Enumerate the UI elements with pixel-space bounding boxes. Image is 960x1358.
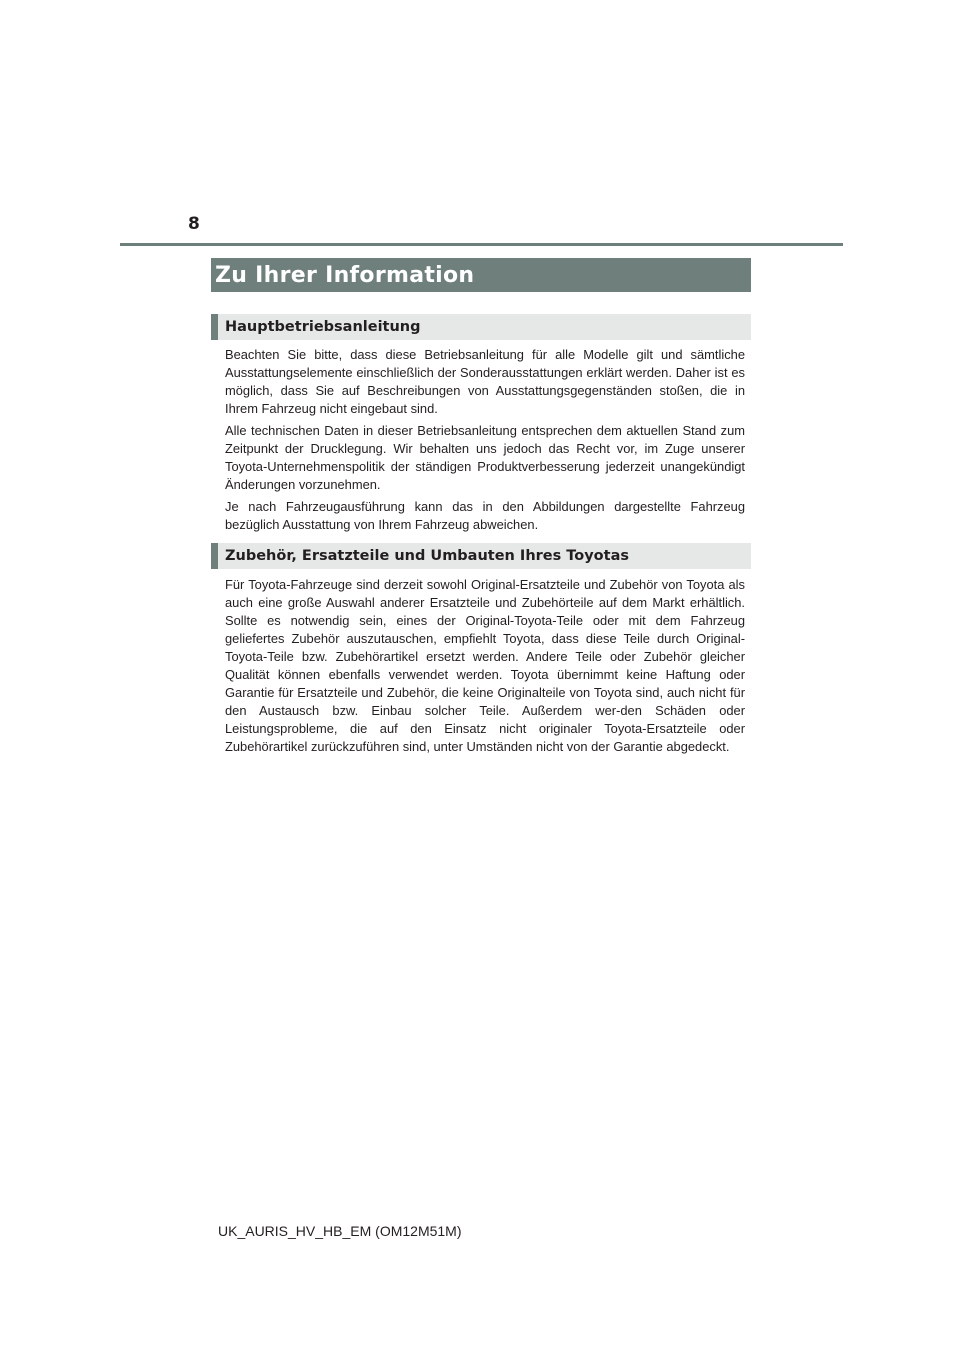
- section-heading-main-manual: [211, 314, 751, 340]
- paragraph: Je nach Fahrzeugausführung kann das in den Abbildungen dargestellte Fahrzeug bezüglich Ausstattung von Ihrem Fahrzeug abweichen.: [225, 499, 745, 532]
- section-heading-label: Zubehör, Ersatzteile und Umbauten Ihres Toyotas: [225, 548, 629, 564]
- paragraph: Für Toyota-Fahrzeuge sind derzeit sowohl Original-Ersatzteile und Zubehör von Toyota als auch eine große Auswahl anderer Ersatzteile und Zubehörteile auf dem Markt erhältlich. Sollte es notwendig sein, eines der Original-Toyota-Teile oder mit dem Fahrzeug geliefertes Zubehör auszutauschen, empfiehlt Toyota, dass diese Teile durch Original-Toyota-Teile bzw. Zubehörartikel ersetzt werden. Andere Teile oder Zubehör gleicher Qualität können ebenfalls verwendet werden. Toyota übernimmt keine Haftung oder Garantie für Ersatzteile und Zubehör, die keine Originalteile von Toyota sind, auch nicht für den Austausch bzw. Einbau solcher Teile. Außerdem wer-den Schäden oder Leistungsprobleme, die auf den Einsatz nicht originaler Toyota-Ersatzteile oder Zubehörartikel zurückzuführen sind, unter Umständen nicht von der Garantie abgedeckt.: [225, 577, 745, 754]
- paragraph: Alle technischen Daten in dieser Betriebsanleitung entsprechen dem aktuellen Stand zum Zeitpunkt der Drucklegung. Wir behalten uns jedoch das Recht vor, im Zuge unserer Toyota-Unternehmenspolitik der ständigen Produktverbesserung jederzeit unangekündigt Änderungen vorzunehmen.: [225, 423, 745, 492]
- paragraph: Beachten Sie bitte, dass diese Betriebsanleitung für alle Modelle gilt und sämtliche Ausstattungselemente einschließlich der Sonderausstattungen erklärt werden. Daher ist es möglich, dass Sie auf Beschreibungen von Ausstattungsgegenständen stoßen, die in Ihrem Fahrzeug nicht eingebaut sind.: [225, 347, 745, 416]
- section-heading-accessories: [211, 543, 751, 569]
- footer-code: UK_AURIS_HV_HB_EM (OM12M51M): [218, 1223, 462, 1239]
- page-title: Zu Ihrer Information: [215, 262, 475, 288]
- page-number: 8: [188, 214, 200, 234]
- page-title-bar: [211, 258, 751, 292]
- section-heading-label: Hauptbetriebsanleitung: [225, 319, 421, 335]
- header-rule: [120, 243, 843, 246]
